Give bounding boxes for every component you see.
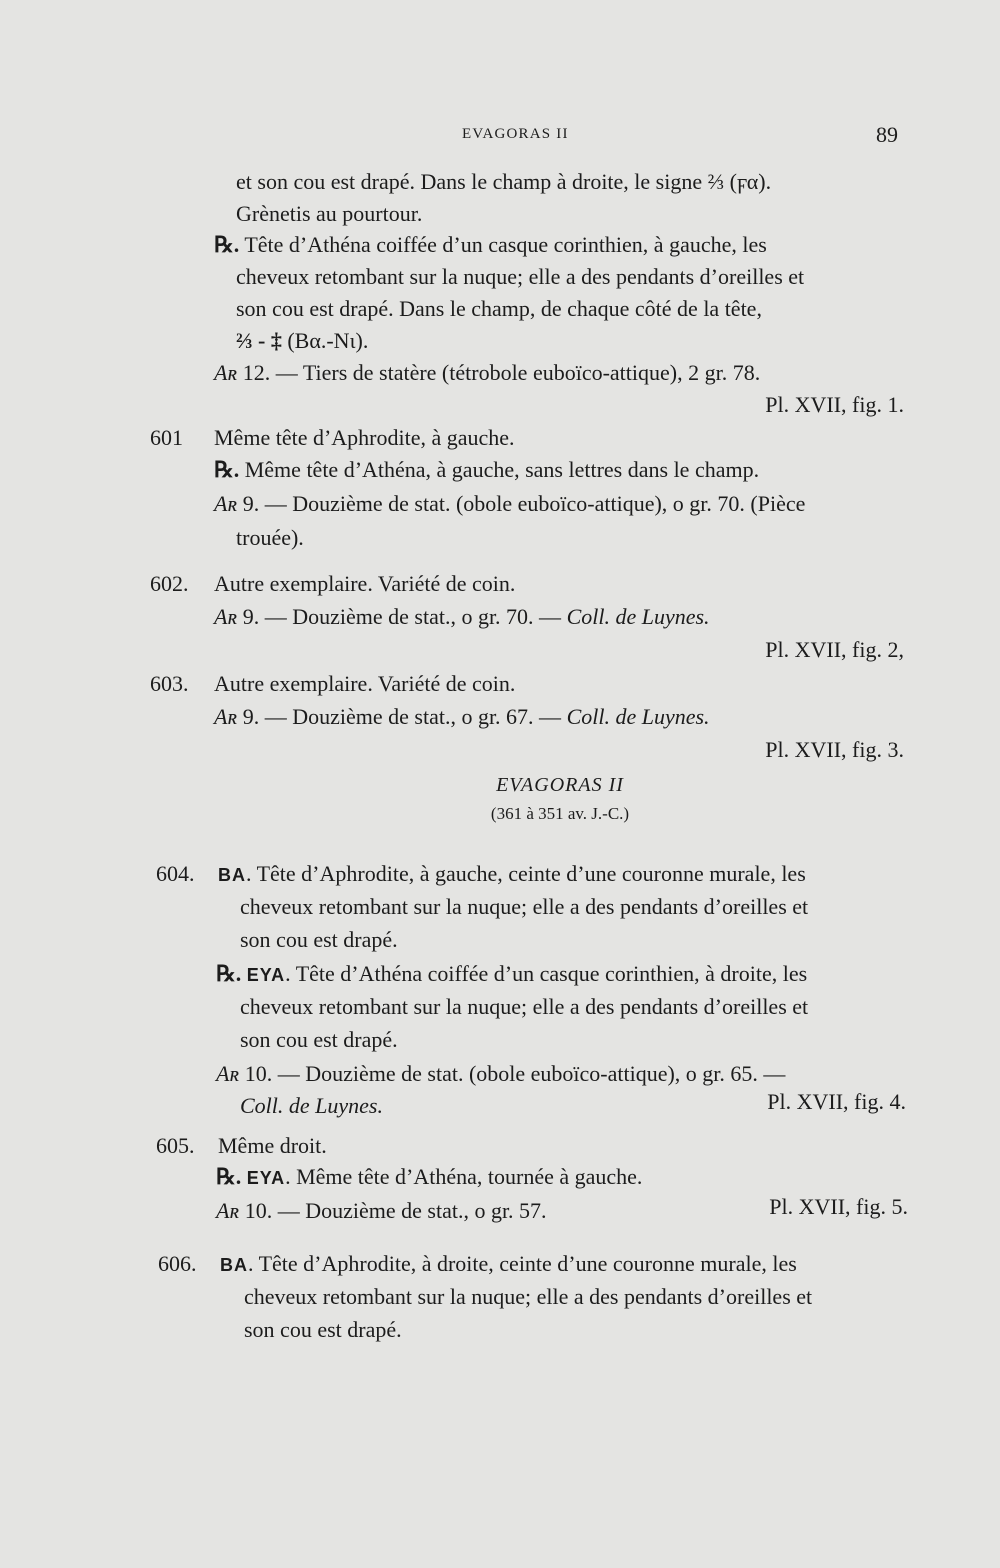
text-line: Grènetis au pourtour. bbox=[236, 201, 423, 226]
text-line: son cou est drapé. Dans le champ, de chaque côté de la tête, bbox=[236, 296, 762, 321]
section-dates: (361 à 351 av. J.-C.) bbox=[490, 804, 630, 823]
text-line: Aʀ 9. — Douzième de stat., o gr. 70. — Coll. de Luynes. bbox=[214, 604, 710, 629]
entry-number: 602. bbox=[150, 571, 189, 596]
collection-name: Coll. de Luynes. bbox=[566, 704, 710, 729]
collection-name: Coll. de Luynes. bbox=[566, 604, 710, 629]
reverse-mark: ℞. bbox=[214, 457, 240, 482]
entry-number: 605. bbox=[156, 1133, 195, 1158]
text-line: ℞. Tête d’Athéna coiffée d’un casque corinthien, à gauche, les bbox=[214, 232, 767, 257]
metal-symbol: Aʀ bbox=[214, 360, 238, 385]
text-line: ℞. EYA. Tête d’Athéna coiffée d’un casque corinthien, à droite, les bbox=[216, 961, 808, 986]
metal-symbol: Aʀ bbox=[214, 491, 238, 516]
entry-number: 603. bbox=[150, 671, 189, 696]
entry-number: 604. bbox=[156, 861, 195, 886]
text-line: cheveux retombant sur la nuque; elle a des pendants d’oreilles et bbox=[236, 264, 805, 289]
text-line: son cou est drapé. bbox=[240, 927, 398, 952]
text-line: Autre exemplaire. Variété de coin. bbox=[214, 571, 516, 596]
plate-reference: Pl. XVII, fig. 1. bbox=[765, 392, 904, 417]
page-number: 89 bbox=[876, 122, 898, 147]
collection-name: Coll. de Luynes. bbox=[240, 1093, 383, 1118]
metal-symbol: Aʀ bbox=[216, 1198, 240, 1223]
text-line: trouée). bbox=[236, 525, 304, 550]
text-line: cheveux retombant sur la nuque; elle a des pendants d’oreilles et bbox=[240, 994, 809, 1019]
reverse-mark: ℞. bbox=[214, 232, 240, 257]
text-line: son cou est drapé. bbox=[244, 1317, 402, 1342]
text-line: Aʀ 10. — Douzième de stat., o gr. 57. bbox=[216, 1198, 547, 1223]
text-line: ℞. Même tête d’Athéna, à gauche, sans lettres dans le champ. bbox=[214, 457, 760, 482]
reverse-mark: ℞. bbox=[216, 1164, 242, 1189]
coin-legend: BA bbox=[220, 1255, 248, 1275]
plate-reference: Pl. XVII, fig. 3. bbox=[765, 737, 904, 762]
metal-symbol: Aʀ bbox=[214, 604, 238, 629]
metal-symbol: Aʀ bbox=[214, 704, 238, 729]
text-line: Même droit. bbox=[218, 1133, 327, 1158]
text-line: et son cou est drapé. Dans le champ à droite, le signe ⅔ (ϝα). bbox=[236, 169, 772, 194]
text-line: Même tête d’Aphrodite, à gauche. bbox=[214, 425, 515, 450]
text-line: Aʀ 12. — Tiers de statère (tétrobole euboïco-attique), 2 gr. 78. bbox=[214, 360, 761, 385]
text-line: ℞. EYA. Même tête d’Athéna, tournée à gauche. bbox=[216, 1164, 643, 1189]
text-line: cheveux retombant sur la nuque; elle a des pendants d’oreilles et bbox=[244, 1284, 813, 1309]
text-line: Autre exemplaire. Variété de coin. bbox=[214, 671, 516, 696]
metal-symbol: Aʀ bbox=[216, 1061, 240, 1086]
text-line: Aʀ 9. — Douzième de stat., o gr. 67. — Coll. de Luynes. bbox=[214, 704, 710, 729]
plate-reference: Pl. XVII, fig. 5. bbox=[769, 1194, 908, 1219]
section-title: EVAGORAS II bbox=[496, 774, 624, 796]
text-line: Aʀ 9. — Douzième de stat. (obole euboïco-attique), o gr. 70. (Pièce bbox=[214, 491, 806, 516]
text-line: son cou est drapé. bbox=[240, 1027, 398, 1052]
running-title: EVAGORAS II bbox=[462, 126, 569, 142]
text-line: Aʀ 10. — Douzième de stat. (obole euboïco-attique), o gr. 65. — bbox=[216, 1061, 786, 1086]
entry-number: 601 bbox=[150, 425, 183, 450]
entry-number: 606. bbox=[158, 1251, 197, 1276]
running-header bbox=[0, 122, 1000, 152]
coin-legend: EYA bbox=[246, 1168, 286, 1188]
plate-reference: Pl. XVII, fig. 2, bbox=[765, 637, 904, 662]
plate-reference: Pl. XVII, fig. 4. bbox=[767, 1089, 906, 1114]
reverse-mark: ℞. bbox=[216, 961, 242, 986]
coin-legend: BA bbox=[218, 865, 246, 885]
text-line: ⅔ - ‡ (Βα.-Νι). bbox=[236, 328, 369, 353]
text-line: BA. Tête d’Aphrodite, à droite, ceinte d’une couronne murale, les bbox=[220, 1251, 797, 1276]
text-line: cheveux retombant sur la nuque; elle a des pendants d’oreilles et bbox=[240, 894, 809, 919]
cypriot-syllabic-sign: ⅔ - ‡ bbox=[236, 328, 282, 353]
text-line: BA. Tête d’Aphrodite, à gauche, ceinte d’une couronne murale, les bbox=[218, 861, 806, 886]
coin-legend: EYA bbox=[246, 965, 286, 985]
